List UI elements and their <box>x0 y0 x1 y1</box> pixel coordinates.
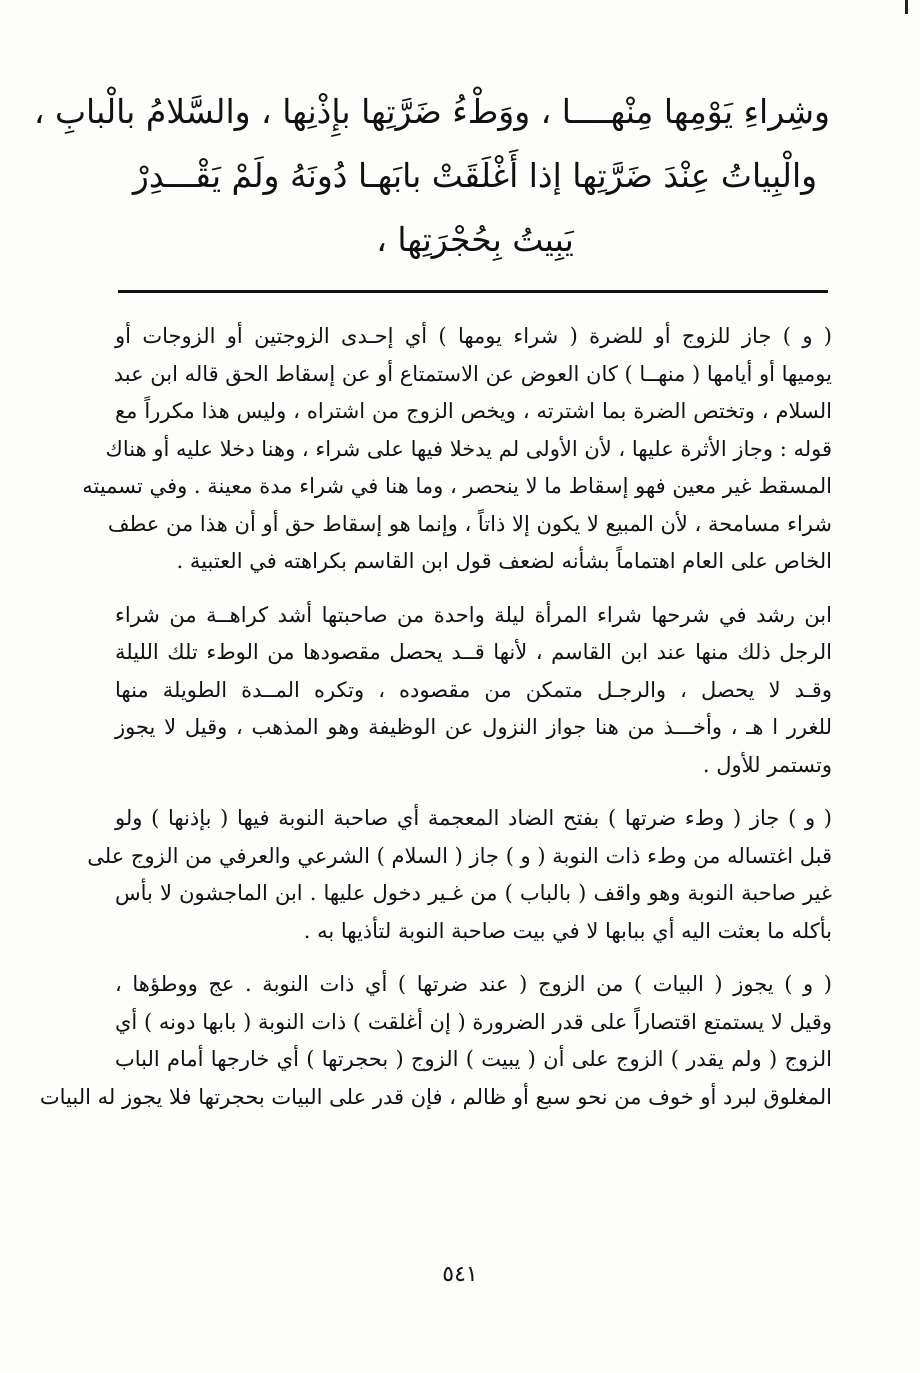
separator-rule <box>118 290 828 293</box>
commentary-line: غير صاحبة النوبة وهو واقف ( بالباب ) من غـير دخول عليها . ابن الماجشون لا بأس <box>115 881 832 905</box>
commentary-line: ( و ) جاز للزوج أو للضرة ( شراء يومها ) أي إحـدى الزوجتين أو الزوجات أو <box>115 324 832 348</box>
commentary-paragraph <box>82 318 832 581</box>
commentary-line: قبل اغتساله من وطء ذات النوبة ( و ) جاز ( السلام ) الشرعي والعرفي من الزوج على <box>87 843 832 868</box>
commentary-line: وقـد لا يحصل ، والرجـل متمكن من مقصوده ، وتكره المــدة الطويلة منها <box>115 677 832 702</box>
matn-line: والْبِياتُ عِنْدَ ضَرَّتِها إذا أَغْلَقَتْ بابَهـا دُونَهُ ولَمْ يَقْـــدِرْ <box>132 156 818 195</box>
commentary-line: شراء مسامحة ، لأن المبيع لا يكون إلا ذاتاً ، وإنما هو إسقاط حق أو أن هذا من عطف <box>107 511 832 536</box>
page-number: ٥٤١ <box>442 1262 478 1287</box>
commentary-line: يوميها أو أيامها ( منهــا ) كان العوض عن الاستمتاع أو عن إسقاط الحق قاله ابن عبد <box>113 361 832 386</box>
commentary-line: وتستمر للأول . <box>702 752 832 777</box>
commentary-line: وقيل لا يستمتع اقتصاراً على قدر الضرورة ( إن أغلقت ) ذات النوبة ( بابها دونه ) أي <box>115 1009 833 1034</box>
commentary-line: الخاص على العام اهتماماً بشأنه لضعف قول ابن القاسم بكراهته في العتبية . <box>176 549 832 573</box>
commentary-paragraph <box>39 966 833 1116</box>
matn-text <box>33 80 830 272</box>
edge-mark <box>905 0 908 14</box>
commentary-line: السلام ، وتختص الضرة بما اشترته ، ويخص الزوج من اشتراه ، وليس هذا مكرراً مع <box>115 399 832 423</box>
matn-line: يَبِيتُ بِحُجْرَتِها ، <box>376 220 574 259</box>
commentary-line: قوله : وجاز الأثرة عليها ، لأن الأولى لم يدخلا فيها على شراء ، وهنا دخلا عليه أو هناك <box>105 436 832 461</box>
commentary-line: ( و ) يجوز ( البيات ) من الزوج ( عند ضرتها ) أي ذات النوبة . عج ووطؤها ، <box>115 972 832 996</box>
commentary-line: المغلوق لبرد أو خوف من نحو سبع أو ظالم ، فإن قدر على البيات بحجرتها فلا يجوز له البيات <box>39 1084 832 1109</box>
sharh-commentary <box>39 318 833 1132</box>
commentary-line: الرجل ذلك منها عند ابن القاسم ، لأنها قــد يحصل مقصودها من الوطء تلك الليلة <box>115 640 832 664</box>
commentary-paragraph <box>115 597 832 785</box>
commentary-line: للغرر ا هـ ، وأخـــذ من هنا جواز النزول عن الوظيفة وهو المذهب ، وقيل لا يجوز <box>115 715 832 739</box>
commentary-paragraph <box>87 800 832 950</box>
commentary-line: المسقط غير معين فهو إسقاط ما لا ينحصر ، وما هنا في شراء مدة معينة . وفي تسميته <box>82 474 832 498</box>
commentary-line: ( و ) جاز ( وطء ضرتها ) بفتح الضاد المعجمة أي صاحبة النوبة فيها ( بإذنها ) ولو <box>115 806 832 830</box>
matn-line: وشِراءِ يَوْمِها مِنْهــــا ، ووَطْءُ ضَرَّتِها بإِذْنِها ، والسَّلامُ بالْبابِ ، <box>33 92 830 131</box>
commentary-line: بأكله ما بعثت اليه أي ببابها لا في بيت صاحبة النوبة لتأذيها به . <box>303 918 832 943</box>
commentary-line: ابن رشد في شرحها شراء المرأة ليلة واحدة من صاحبتها أشد كراهــة من شراء <box>115 602 832 627</box>
commentary-line: الزوج ( ولم يقدر ) الزوج على أن ( يبيت ) الزوج ( بحجرتها ) أي خارجها أمام الباب <box>115 1047 832 1071</box>
